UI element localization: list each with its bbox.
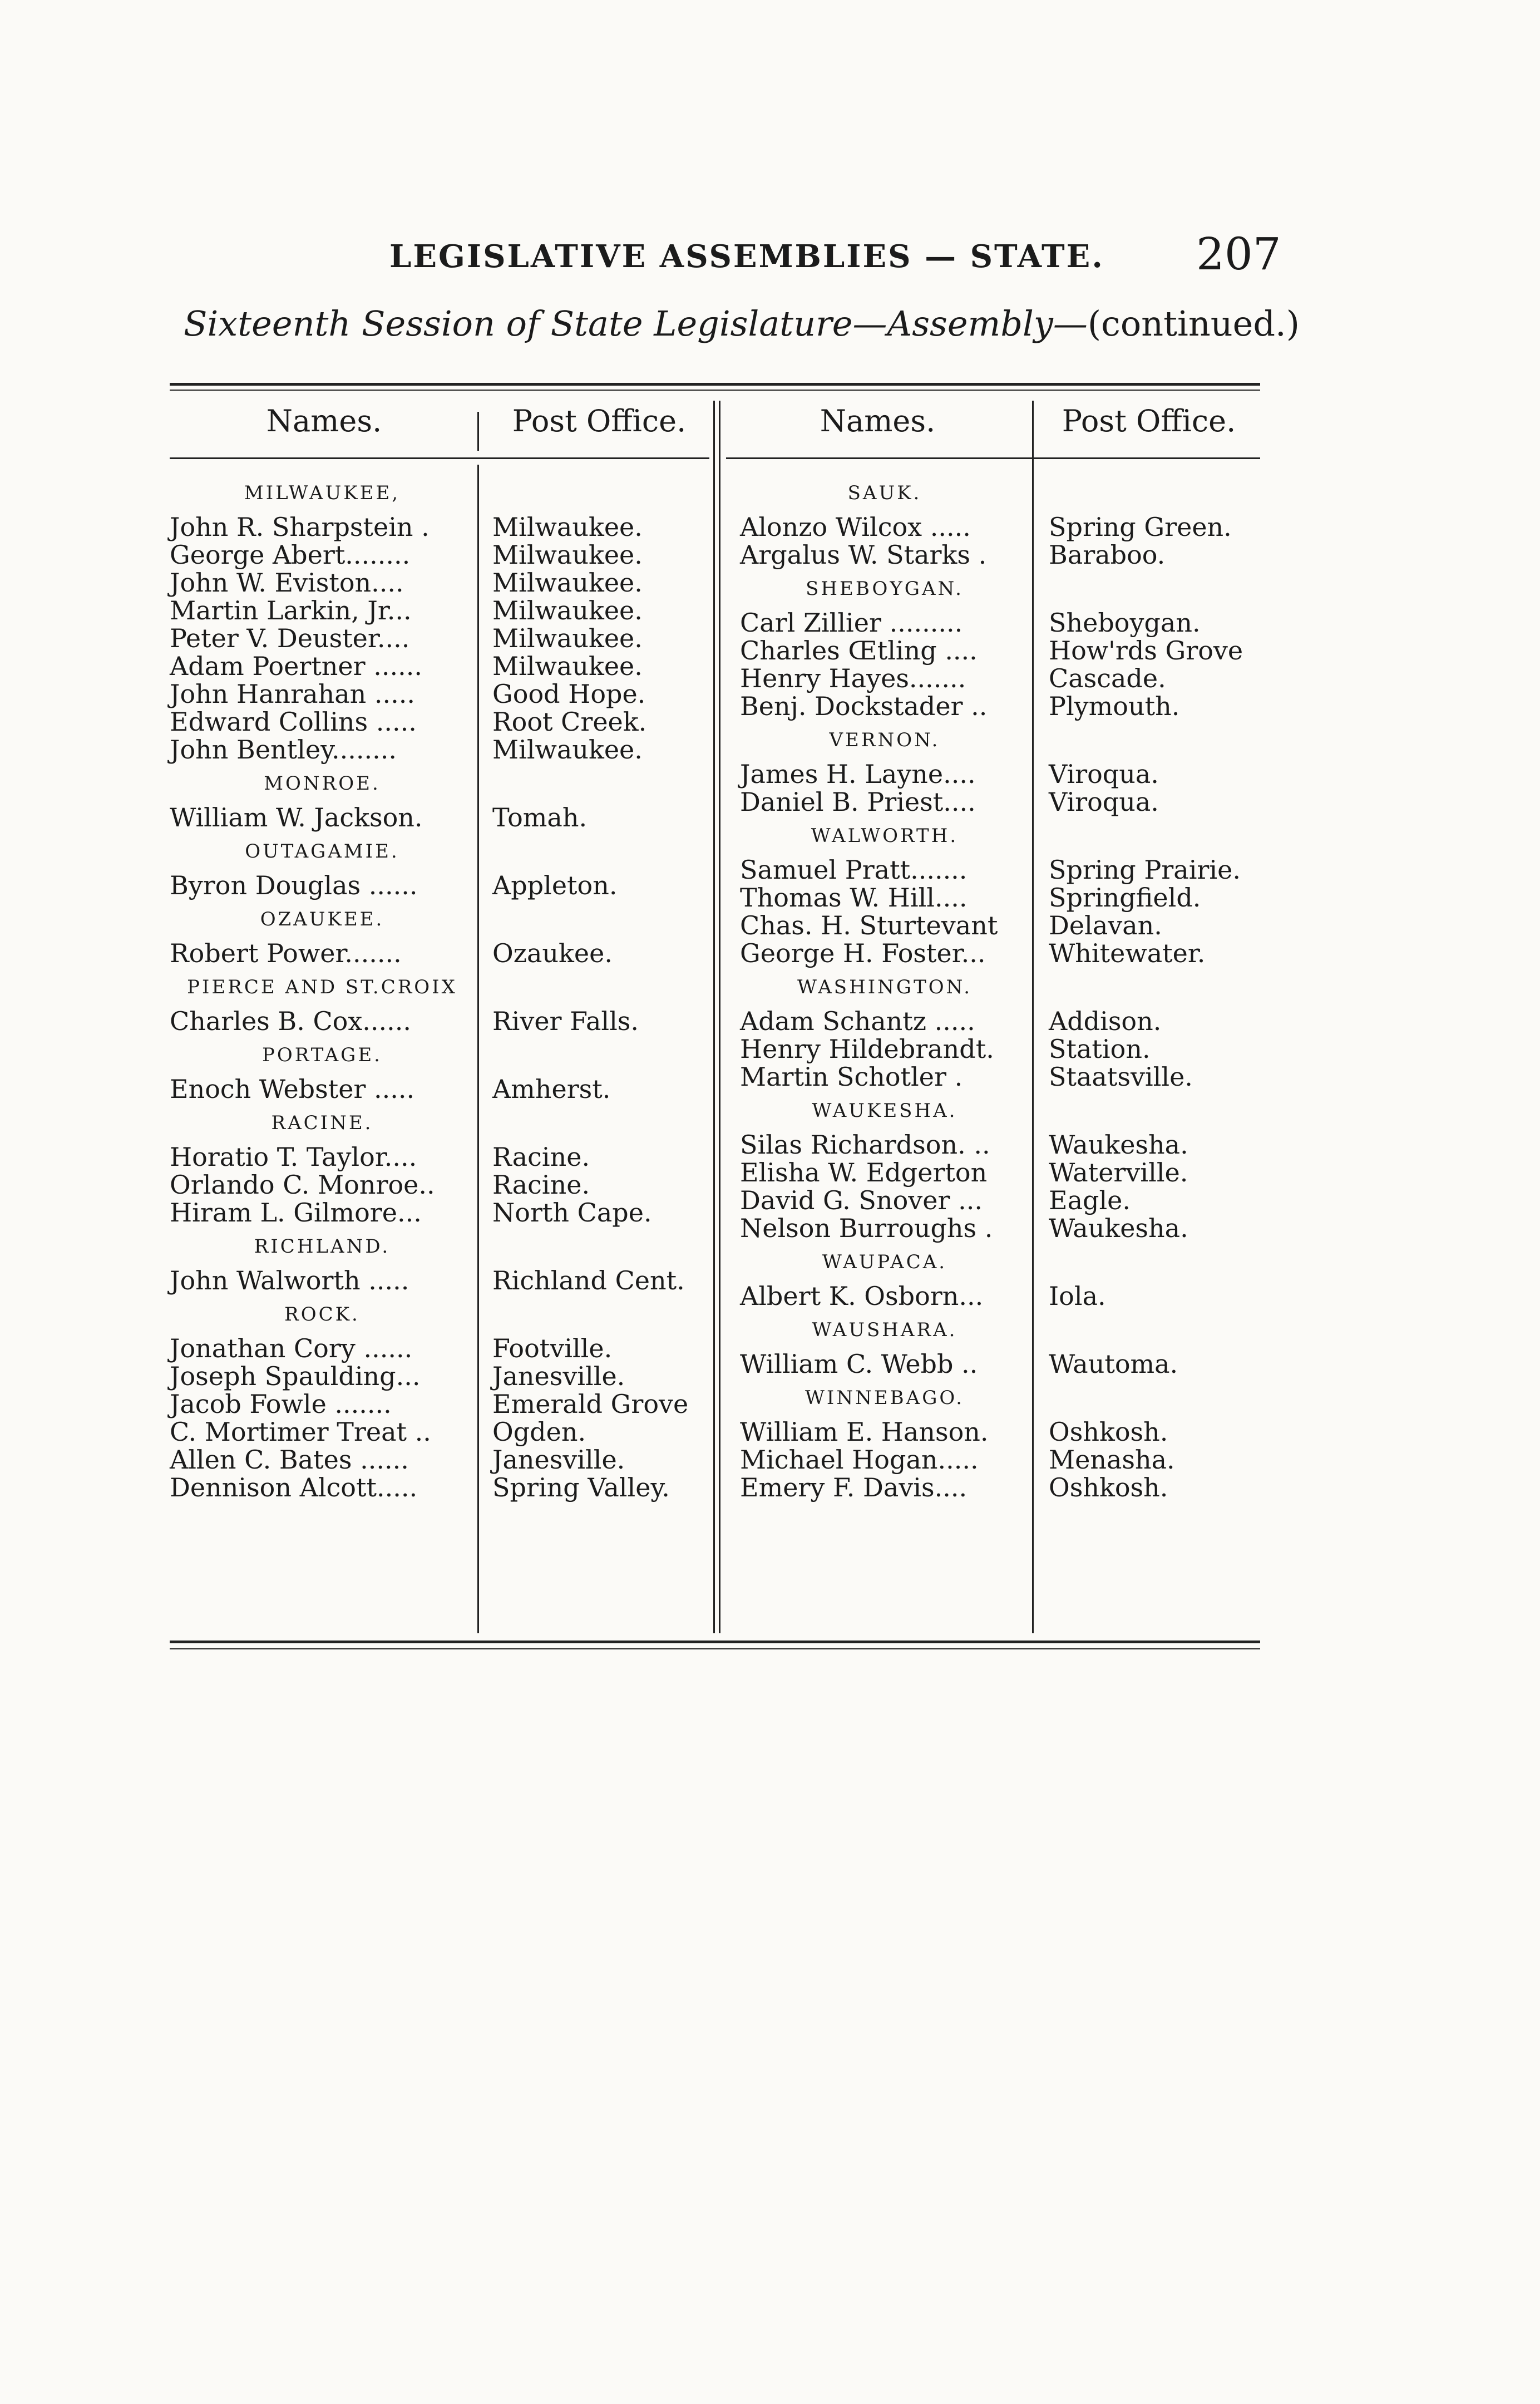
member-post-office: Milwaukee. [492, 512, 643, 542]
county-heading: PIERCE AND ST.CROIX [187, 976, 457, 998]
running-title: LEGISLATIVE ASSEMBLIES — STATE. [389, 238, 1104, 275]
member-name: Albert K. Osborn... [740, 1281, 984, 1311]
right-column-divider [1032, 401, 1034, 1633]
county-heading: PORTAGE. [262, 1044, 382, 1066]
right-post-office-column [1049, 473, 1260, 1501]
county-spacer [492, 1294, 709, 1334]
member-post-office: Spring Green. [1049, 512, 1232, 542]
member-post-office: Wautoma. [1049, 1349, 1178, 1379]
member-post-office: River Falls. [492, 1006, 639, 1036]
member-name: Martin Schotler . [740, 1062, 963, 1092]
member-name: Dennison Alcott..... [170, 1472, 418, 1502]
member-post-office: Richland Cent. [492, 1265, 685, 1295]
member-post-office: Sheboygan. [1049, 608, 1201, 638]
page-header [0, 228, 1540, 284]
county-heading: OZAUKEE. [260, 908, 384, 930]
left-post-office-column [492, 473, 709, 1501]
county-heading: WALWORTH. [811, 825, 959, 847]
county-spacer [1049, 967, 1260, 1007]
member-post-office: Viroqua. [1049, 787, 1159, 817]
member-post-office: Milwaukee. [492, 540, 643, 570]
county-heading: RACINE. [271, 1112, 373, 1134]
left-names-column [170, 473, 475, 1501]
table-subtitle [184, 303, 1300, 344]
member-post-office: Iola. [1049, 1281, 1106, 1311]
member-name: Henry Hayes....... [740, 663, 966, 693]
member-post-office: Root Creek. [492, 707, 647, 737]
member-name: C. Mortimer Treat .. [170, 1417, 431, 1447]
member-post-office: How'rds Grove [1049, 636, 1243, 666]
member-post-office: Plymouth. [1049, 691, 1180, 721]
page-number: 207 [1196, 228, 1281, 280]
county-heading: SAUK. [847, 482, 922, 504]
county-heading: MILWAUKEE, [244, 482, 401, 504]
county-heading: ROCK. [284, 1303, 360, 1326]
member-name: Alonzo Wilcox ..... [740, 512, 971, 542]
county-spacer [492, 473, 709, 513]
top-rule-thick [170, 383, 1260, 386]
right-post-office-header: Post Office. [1062, 403, 1236, 439]
member-name: Argalus W. Starks . [740, 540, 987, 570]
member-name: Enoch Webster ..... [170, 1074, 415, 1104]
member-name: Hiram L. Gilmore... [170, 1198, 422, 1228]
member-name: John R. Sharpstein . [170, 512, 430, 542]
member-post-office: Cascade. [1049, 663, 1166, 693]
center-divider-a [713, 401, 715, 1633]
member-name: Emery F. Davis.... [740, 1472, 968, 1502]
member-post-office: Janesville. [492, 1361, 625, 1391]
member-name: John Walworth ..... [170, 1265, 409, 1295]
member-name: Benj. Dockstader .. [740, 691, 988, 721]
county-spacer [1049, 1378, 1260, 1418]
bottom-rule-thin [170, 1648, 1260, 1649]
member-name: Nelson Burroughs . [740, 1213, 993, 1243]
member-post-office: Footville. [492, 1333, 613, 1363]
member-post-office: Ozaukee. [492, 938, 613, 968]
county-spacer [492, 1103, 709, 1143]
left-post-office-header: Post Office. [512, 403, 687, 439]
county-spacer [1049, 1310, 1260, 1350]
member-name: Samuel Pratt....... [740, 855, 968, 885]
county-heading: OUTAGAMIE. [245, 840, 399, 863]
member-name: Silas Richardson. .. [740, 1130, 990, 1160]
member-name: Carl Zillier ......... [740, 608, 963, 638]
county-spacer [1049, 1242, 1260, 1282]
member-name: William E. Hanson. [740, 1417, 989, 1447]
county-heading: WAUKESHA. [812, 1100, 957, 1122]
member-post-office: Milwaukee. [492, 595, 643, 625]
member-post-office: Delavan. [1049, 910, 1162, 940]
member-name: Horatio T. Taylor.... [170, 1142, 417, 1172]
member-post-office: Oshkosh. [1049, 1417, 1168, 1447]
county-spacer [1049, 720, 1260, 760]
member-name: Peter V. Deuster.... [170, 623, 410, 653]
member-post-office: Appleton. [492, 870, 618, 900]
member-post-office: Menasha. [1049, 1445, 1175, 1475]
county-spacer [1049, 473, 1260, 513]
county-heading: WAUPACA. [822, 1251, 947, 1273]
member-post-office: Spring Prairie. [1049, 855, 1241, 885]
center-divider-b [719, 401, 720, 1633]
county-heading: RICHLAND. [254, 1235, 391, 1258]
member-post-office: Station. [1049, 1034, 1151, 1064]
member-name: John Hanrahan ..... [170, 679, 415, 709]
member-post-office: Good Hope. [492, 679, 646, 709]
county-heading: WINNEBAGO. [804, 1387, 965, 1409]
county-spacer [1049, 1091, 1260, 1131]
county-spacer [492, 831, 709, 871]
county-heading: SHEBOYGAN. [806, 578, 964, 600]
member-post-office: Waterville. [1049, 1157, 1188, 1188]
member-name: Elisha W. Edgerton [740, 1157, 988, 1188]
member-name: William W. Jackson. [170, 802, 423, 832]
right-names-column [740, 473, 1029, 1501]
member-name: Daniel B. Priest.... [740, 787, 976, 817]
member-name: Jonathan Cory ...... [170, 1333, 413, 1363]
subtitle-italic: Sixteenth Session of State Legislature—Assembly— [184, 303, 1088, 344]
right-header-rule [726, 457, 1260, 459]
member-name: Robert Power....... [170, 938, 402, 968]
member-post-office: Viroqua. [1049, 759, 1159, 789]
member-post-office: Tomah. [492, 802, 588, 832]
member-post-office: Waukesha. [1049, 1130, 1188, 1160]
member-post-office: Janesville. [492, 1445, 625, 1475]
county-heading: WAUSHARA. [812, 1319, 957, 1341]
top-rule-thin [170, 390, 1260, 391]
member-post-office: Amherst. [492, 1074, 611, 1104]
member-post-office: Baraboo. [1049, 540, 1166, 570]
bottom-rule-thick [170, 1641, 1260, 1643]
member-name: Orlando C. Monroe.. [170, 1170, 435, 1200]
member-post-office: Staatsville. [1049, 1062, 1193, 1092]
left-header-rule [170, 457, 709, 459]
member-name: Charles Œtling .... [740, 636, 978, 666]
county-heading: WASHINGTON. [797, 976, 973, 998]
county-heading: MONROE. [264, 772, 381, 795]
member-post-office: Milwaukee. [492, 735, 643, 765]
county-spacer [1049, 569, 1260, 609]
member-post-office: Milwaukee. [492, 568, 643, 598]
county-spacer [492, 967, 709, 1007]
member-name: Byron Douglas ...... [170, 870, 418, 900]
member-name: Martin Larkin, Jr... [170, 595, 412, 625]
county-spacer [1049, 816, 1260, 856]
member-name: Edward Collins ..... [170, 707, 417, 737]
member-name: George H. Foster... [740, 938, 986, 968]
member-name: John Bentley........ [170, 735, 397, 765]
member-name: George Abert........ [170, 540, 411, 570]
county-spacer [492, 763, 709, 804]
member-name: James H. Layne.... [740, 759, 976, 789]
member-name: David G. Snover ... [740, 1185, 983, 1215]
member-name: John W. Eviston.... [170, 568, 404, 598]
left-names-header: Names. [266, 403, 382, 439]
member-name: Thomas W. Hill.... [740, 883, 968, 913]
member-post-office: Milwaukee. [492, 651, 643, 681]
member-name: Charles B. Cox...... [170, 1006, 412, 1036]
county-spacer [492, 1035, 709, 1075]
member-name: Henry Hildebrandt. [740, 1034, 994, 1064]
member-post-office: Addison. [1049, 1006, 1162, 1036]
member-name: William C. Webb .. [740, 1349, 978, 1379]
member-post-office: Spring Valley. [492, 1472, 670, 1502]
member-post-office: Springfield. [1049, 883, 1201, 913]
subtitle-continued: (continued.) [1087, 303, 1300, 344]
county-spacer [492, 899, 709, 939]
member-post-office: Milwaukee. [492, 623, 643, 653]
member-post-office: Oshkosh. [1049, 1472, 1168, 1502]
member-post-office: Ogden. [492, 1417, 586, 1447]
member-name: Michael Hogan..... [740, 1445, 979, 1475]
county-spacer [492, 1226, 709, 1267]
county-heading: VERNON. [829, 729, 940, 751]
member-post-office: Racine. [492, 1170, 590, 1200]
member-name: Chas. H. Sturtevant [740, 910, 998, 940]
member-post-office: Emerald Grove [492, 1389, 689, 1419]
member-name: Allen C. Bates ...... [170, 1445, 409, 1475]
member-name: Jacob Fowle ....... [170, 1389, 392, 1419]
member-name: Joseph Spaulding... [170, 1361, 421, 1391]
left-header-divider [477, 412, 479, 451]
left-column-divider [477, 465, 479, 1633]
member-name: Adam Poertner ...... [170, 651, 423, 681]
member-post-office: Waukesha. [1049, 1213, 1188, 1243]
member-post-office: Eagle. [1049, 1185, 1131, 1215]
member-post-office: Whitewater. [1049, 938, 1206, 968]
member-post-office: Racine. [492, 1142, 590, 1172]
right-names-header: Names. [820, 403, 936, 439]
member-name: Adam Schantz ..... [740, 1006, 975, 1036]
member-post-office: North Cape. [492, 1198, 652, 1228]
